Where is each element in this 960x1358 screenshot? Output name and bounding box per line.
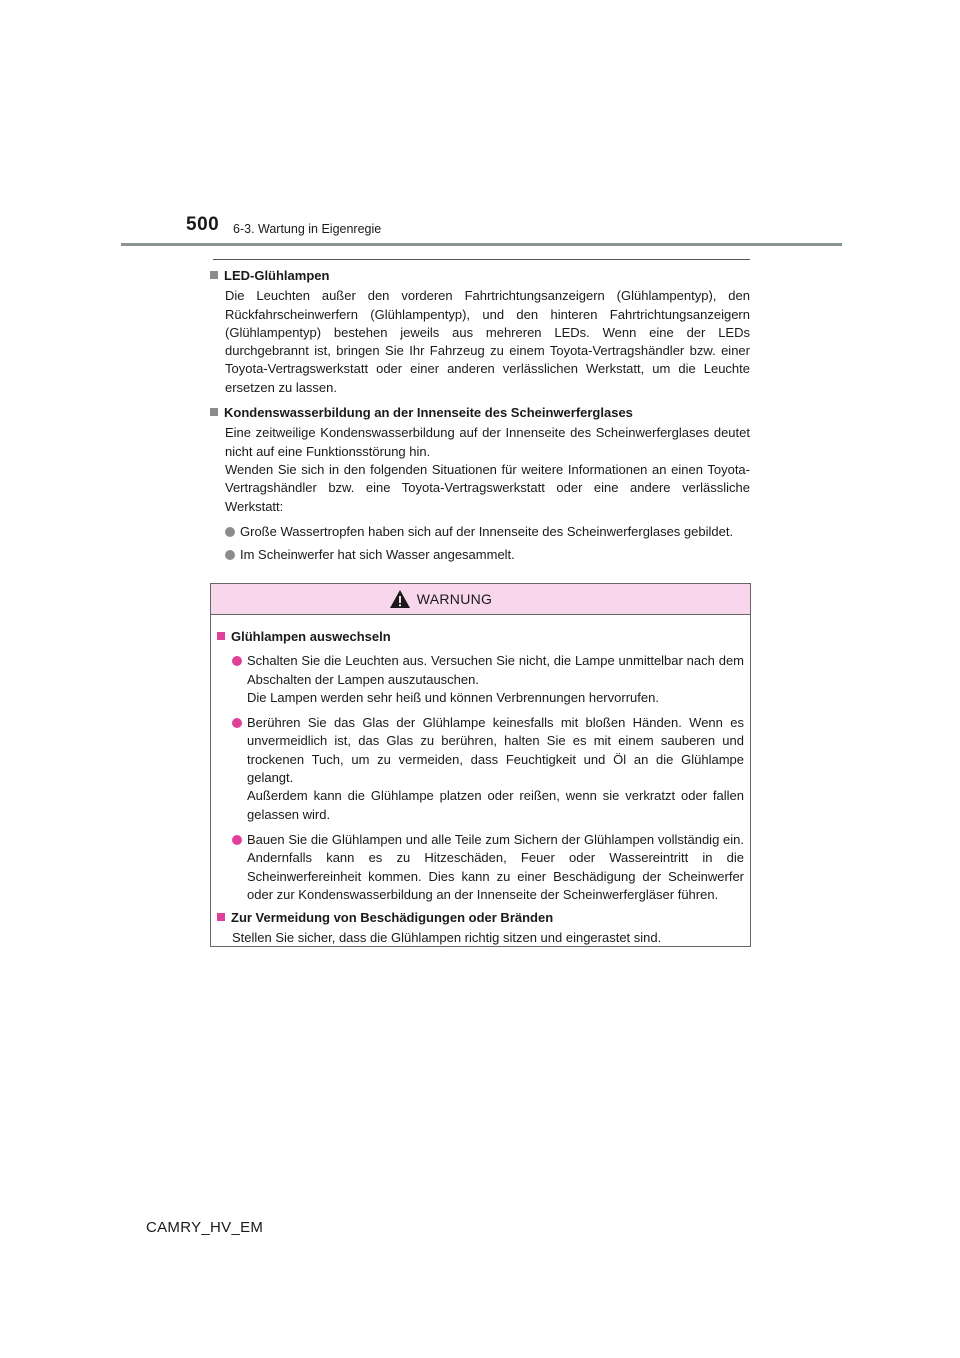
circle-bullet-icon [225, 550, 235, 560]
warning-triangle-icon [389, 589, 411, 609]
section-heading-text: LED-Glühlampen [224, 268, 330, 283]
list-item [217, 831, 744, 904]
main-content [210, 267, 750, 571]
circle-bullet-icon [232, 835, 242, 845]
warning-heading [217, 628, 744, 646]
square-bullet-icon [210, 408, 218, 416]
circle-bullet-icon [232, 656, 242, 666]
square-bullet-icon [217, 632, 225, 640]
list-item-line: Berühren Sie das Glas der Glühlampe keinesfalls mit bloßen Händen. Wenn es unvermeidlich ist, das Glas zu berühren, halten Sie es mit einem sauberen und trockenen Tuch, um zu vermeiden, dass Feuchtigkeit und Öl an die Glühlampe gelangt. [247, 715, 744, 786]
list-item-text: Bauen Sie die Glühlampen und alle Teile zum Sichern der Glühlampen vollständig ein. Andernfalls kann es zu Hitzeschäden, Feuer oder Wassereintritt in die Scheinwerfereinheit kommen. Dies kann zu einer Beschädigung der Scheinwerfer oder zur Kondenswasserbildung an der Innenseite der Scheinwerfergläser führen. [247, 831, 744, 902]
warning-section [217, 909, 744, 948]
list-item-line: Die Lampen werden sehr heiß und können Verbrennungen hervorrufen. [247, 689, 659, 705]
paragraph: Stellen Sie sicher, dass die Glühlampen richtig sitzen und eingerastet sind. [232, 930, 662, 946]
list-item-text: Im Scheinwerfer hat sich Wasser angesammelt. [240, 547, 515, 563]
circle-bullet-icon [232, 718, 242, 728]
list-item-text: Große Wassertropfen haben sich auf der Innenseite des Scheinwerferglases gebildet. [240, 523, 734, 539]
warning-header [211, 584, 750, 615]
warning-heading-text: Glühlampen auswechseln [231, 629, 391, 644]
section-led [210, 267, 750, 397]
section-heading [210, 267, 750, 285]
warning-heading [217, 909, 744, 927]
warning-heading-text: Zur Vermeidung von Beschädigungen oder Bränden [231, 910, 554, 926]
list-item-text [247, 652, 744, 707]
paragraph: Die Leuchten außer den vorderen Fahrtrichtungsanzeigern (Glühlampentyp), den Rückfahrscheinwerfern (Glühlampentyp), und den hinteren Fahrtrichtungsanzeigern (Glühlampentyp) bestehen jeweils aus mehreren LEDs. Wenn eine der LEDs durchgebrannt ist, bringen Sie Ihr Fahrzeug zu einem Toyota-Vertragshändler bzw. einer Toyota-Vertragswerkstatt oder einer anderen verlässlichen Werkstatt, um die Leuchte ersetzen zu lassen. [225, 288, 750, 395]
warning-section [217, 628, 744, 904]
section-condensation [210, 404, 750, 564]
warning-title: WARNUNG [416, 591, 493, 607]
list-item-line: Schalten Sie die Leuchten aus. Versuchen Sie nicht, die Lampe unmittelbar nach dem Abschalten der Lampen auszutauschen. [247, 653, 744, 687]
square-bullet-icon [217, 913, 225, 921]
list-item [217, 714, 744, 824]
section-heading-text: Kondenswasserbildung an der Innenseite des Scheinwerferglases [224, 405, 633, 421]
page-number: 500 [186, 214, 220, 235]
list-item-line: Außerdem kann die Glühlampe platzen oder reißen, wenn sie verkratzt oder fallen gelassen wird. [247, 788, 744, 822]
paragraph: Eine zeitweilige Kondenswasserbildung auf der Innenseite des Scheinwerferglases deutet nicht auf eine Funktionsstörung hin. [225, 425, 750, 459]
section-heading [210, 404, 750, 422]
warning-box [210, 583, 751, 947]
section-title: 6-3. Wartung in Eigenregie [233, 222, 382, 236]
list-item [210, 523, 750, 541]
list-item-text [247, 714, 744, 824]
paragraph: Wenden Sie sich in den folgenden Situationen für weitere Informationen an einen Toyota-Vertragshändler bzw. eine Toyota-Vertragswerkstatt oder eine andere verlässliche Werkstatt: [225, 461, 750, 514]
square-bullet-icon [210, 271, 218, 279]
warning-body [211, 615, 750, 948]
header-rule [121, 243, 842, 246]
list-item [210, 546, 750, 564]
list-item [217, 652, 744, 707]
circle-bullet-icon [225, 527, 235, 537]
document-code: CAMRY_HV_EM [146, 1219, 264, 1236]
content-rule [213, 259, 750, 260]
